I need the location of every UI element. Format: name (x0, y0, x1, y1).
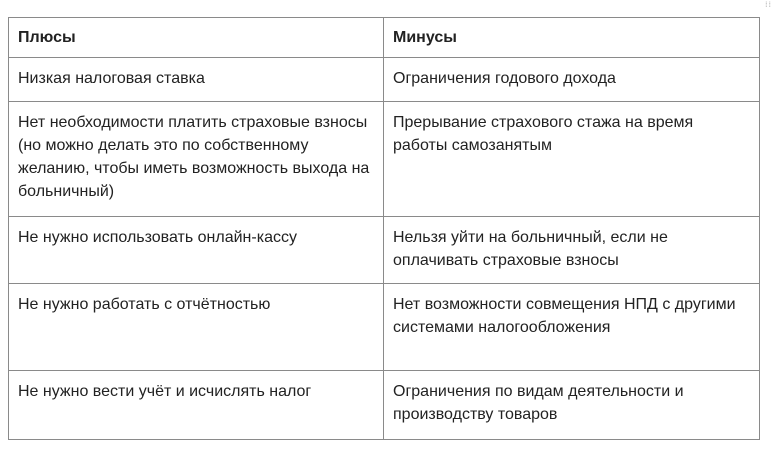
header-cons: Минусы (384, 18, 760, 58)
pros-cell: Не нужно вести учёт и исчислять налог (9, 371, 384, 440)
pros-cell: Не нужно работать с отчётностью (9, 284, 384, 371)
table-row (9, 371, 760, 440)
table-row (9, 102, 760, 217)
cons-cell: Нет возможности совмещения НПД с другими системами налогообложения (384, 284, 760, 371)
cons-cell: Ограничения годового дохода (384, 58, 760, 102)
table-header-row (9, 18, 760, 58)
pros-cell: Не нужно использовать онлайн-кассу (9, 217, 384, 284)
pros-cell: Нет необходимости платить страховые взносы (но можно делать это по собственному желанию, чтобы иметь возможность выхода на больничный) (9, 102, 384, 217)
cons-cell: Ограничения по видам деятельности и производству товаров (384, 371, 760, 440)
drag-handle-icon[interactable]: ⁞⁞ (765, 0, 773, 9)
table-row (9, 284, 760, 371)
header-pros: Плюсы (9, 18, 384, 58)
cons-cell: Прерывание страхового стажа на время работы самозанятым (384, 102, 760, 217)
table-row (9, 217, 760, 284)
table-row (9, 58, 760, 102)
pros-cons-table (8, 17, 760, 440)
pros-cell: Низкая налоговая ставка (9, 58, 384, 102)
cons-cell: Нельзя уйти на больничный, если не оплачивать страховые взносы (384, 217, 760, 284)
